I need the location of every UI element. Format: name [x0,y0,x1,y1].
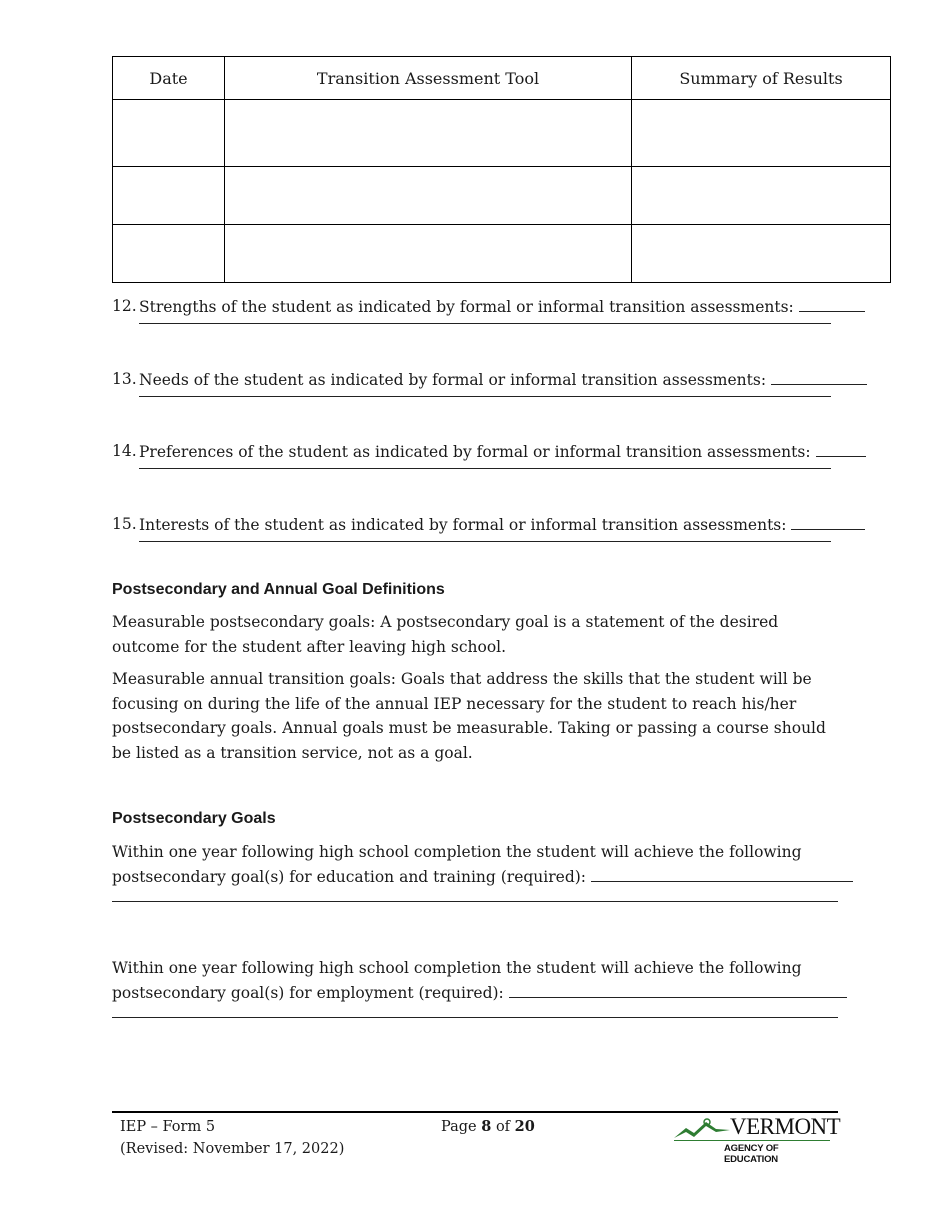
item-number: 14. [112,442,137,460]
table-cell[interactable] [225,225,632,283]
answer-blank[interactable] [799,297,865,312]
item-text: Interests of the student as indicated by formal or informal transition assessments: [139,516,787,534]
table-row [113,100,891,167]
definitions-heading: Postsecondary and Annual Goal Definitions [112,581,445,598]
table-cell[interactable] [632,167,891,225]
postsecondary-goal-definition: Measurable postsecondary goals: A postsecondary goal is a statement of the desired outcome for the student after leaving high school. [112,613,779,656]
education-goal-answer-line[interactable] [112,901,838,902]
logo-word: VERMONT [730,1114,841,1139]
employment-goal-blank[interactable] [509,983,847,998]
table-cell[interactable] [225,100,632,167]
item-text: Needs of the student as indicated by formal or informal transition assessments: [139,371,767,389]
answer-line[interactable] [139,541,831,542]
education-goal-line2: postsecondary goal(s) for education and training (required): [112,867,587,886]
table-row [113,167,891,225]
item-number: 13. [112,370,137,388]
table-cell[interactable] [113,167,225,225]
footer-revised-date: (Revised: November 17, 2022) [120,1141,345,1157]
footer-form-info [120,1116,344,1160]
table-cell[interactable] [632,225,891,283]
logo-subtitle: AGENCY OF EDUCATION [724,1143,779,1165]
header-date: Date [113,57,225,100]
postsecondary-goals-heading: Postsecondary Goals [112,810,276,827]
vermont-agency-logo [672,1114,841,1165]
table-cell[interactable] [113,225,225,283]
employment-goal-line2: postsecondary goal(s) for employment (required): [112,983,504,1002]
header-assessment-tool: Transition Assessment Tool [225,57,632,100]
education-goal-prompt [112,840,838,889]
annual-goal-definition: Measurable annual transition goals: Goals that address the skills that the student will be focusing on during the life of the annual IEP necessary for the student to reach his/her postsecondary goals. Annual goals must be measurable. Taking or passing a course should be listed as a transition service, not as a goal. [112,670,826,762]
page-prefix: Page [441,1119,477,1135]
table-header-row [113,57,891,100]
header-summary: Summary of Results [632,57,891,100]
logo-divider [674,1140,830,1141]
item-text: Strengths of the student as indicated by formal or informal transition assessments: [139,298,794,316]
page-number [441,1116,535,1138]
item-number: 12. [112,297,137,315]
employment-goal-answer-line[interactable] [112,1017,838,1018]
answer-blank[interactable] [791,515,865,530]
transition-assessment-table [112,56,891,283]
table-cell[interactable] [225,167,632,225]
footer-form-name: IEP – Form 5 [120,1119,216,1135]
answer-line[interactable] [139,323,831,324]
answer-blank[interactable] [771,370,867,385]
answer-blank[interactable] [816,442,866,457]
answer-line[interactable] [139,468,831,469]
table-cell[interactable] [113,100,225,167]
education-goal-line1: Within one year following high school completion the student will achieve the following [112,843,802,861]
page-current: 8 [481,1118,492,1135]
employment-goal-line1: Within one year following high school completion the student will achieve the following [112,959,802,977]
page-total: 20 [514,1118,535,1135]
table-cell[interactable] [632,100,891,167]
footer-rule [112,1111,838,1113]
employment-goal-prompt [112,956,838,1005]
education-goal-blank[interactable] [591,867,853,882]
page-of: of [495,1119,511,1135]
table-row [113,225,891,283]
item-text: Preferences of the student as indicated by formal or informal transition assessments: [139,443,811,461]
answer-line[interactable] [139,396,831,397]
mountain-icon [672,1116,732,1142]
item-number: 15. [112,515,137,533]
